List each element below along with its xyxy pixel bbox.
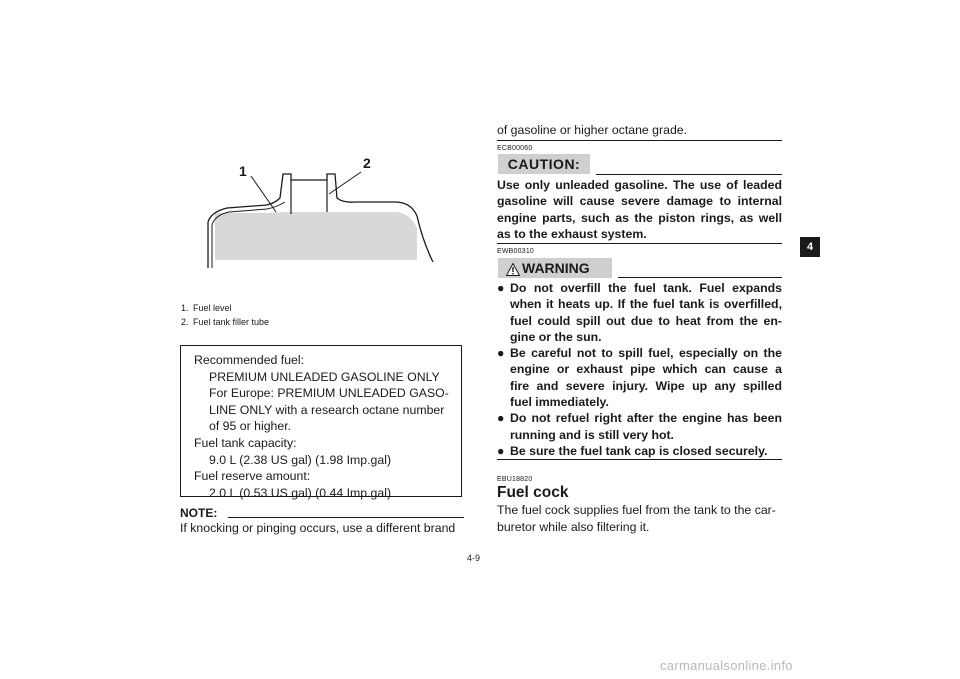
bullet-icon: ● [497, 443, 505, 458]
continued-paragraph: of gasoline or higher octane grade. [497, 123, 688, 137]
warning-list [497, 280, 782, 459]
caution-line: as to the exhaust system. [497, 226, 647, 241]
chapter-tab: 4 [800, 237, 820, 257]
spec-value: PREMIUM UNLEADED GASOLINE ONLY [209, 369, 440, 384]
warning-bottom-rule [497, 459, 782, 460]
warning-line: gine or the sun. [510, 329, 602, 344]
page-number: 4-9 [467, 553, 481, 563]
figure-legend-item [181, 302, 232, 314]
warning-rule [618, 277, 782, 278]
legend-number: 1. [181, 303, 189, 313]
figure-label-1: 1 [239, 163, 247, 179]
caution-line: gasoline will cause severe damage to internal [497, 194, 782, 209]
caution-rule [596, 174, 782, 175]
warning-line: fuel immediately. [510, 395, 609, 410]
warning-list-item [497, 443, 782, 459]
figure-legend-item [181, 316, 269, 328]
warning-label: WARNING [522, 260, 590, 276]
warning-triangle-icon [506, 263, 520, 276]
warning-code: EWB00310 [497, 248, 535, 255]
spec-heading: Fuel tank capacity: [194, 435, 297, 450]
section-body [497, 502, 782, 535]
section-title: Fuel cock [497, 484, 569, 501]
fuel-tank-drawing [205, 150, 445, 270]
note-label: NOTE: [180, 506, 218, 520]
fuel-tank-illustration [205, 150, 445, 270]
bullet-icon: ● [497, 281, 505, 295]
warning-line: Do not refuel right after the engine has been [510, 411, 782, 426]
caution-code: ECB00060 [497, 145, 533, 152]
fuel-specification-box [180, 345, 462, 500]
note-text: If knocking or pinging occurs, use a different brand [180, 521, 456, 535]
warning-line: engine or exhaust pipe which can cause a [510, 362, 782, 377]
spec-heading: Fuel reserve amount: [194, 469, 311, 484]
spec-heading: Recommended fuel: [194, 353, 305, 367]
spec-value: 2.0 L (0.53 US gal) (0.44 Imp.gal) [209, 485, 392, 500]
spec-value: of 95 or higher. [209, 419, 292, 434]
note-rule [228, 517, 464, 518]
legend-text: Fuel tank filler tube [193, 317, 270, 327]
warning-line: Be sure the fuel tank cap is closed securely. [510, 443, 768, 458]
filler-tube [291, 180, 327, 214]
leader-line-1 [251, 176, 276, 212]
warning-list-item [497, 345, 782, 410]
caution-line: Use only unleaded gasoline. The use of leaded [497, 178, 782, 192]
caution-badge: CAUTION: [498, 154, 590, 174]
caution-bottom-rule [497, 243, 782, 244]
caution-text [497, 177, 782, 242]
warning-list-item [497, 410, 782, 443]
warning-badge [498, 258, 612, 278]
warning-line: fuel could spill out due to heat from the en- [510, 313, 782, 328]
spec-value: 9.0 L (2.38 US gal) (1.98 Imp.gal) [209, 452, 392, 467]
fuel-level-area [215, 212, 417, 260]
bullet-icon: ● [497, 411, 505, 426]
spec-value: For Europe: PREMIUM UNLEADED GASO- [209, 386, 449, 401]
warning-line: running and is still very hot. [510, 427, 674, 442]
section-divider [497, 140, 782, 141]
watermark: carmanualsonline.info [660, 658, 793, 673]
section-code: EBU18820 [497, 476, 533, 483]
spec-value: LINE ONLY with a research octane number [209, 402, 445, 417]
section-line: buretor while also filtering it. [497, 519, 650, 534]
warning-list-item [497, 280, 782, 345]
warning-line: when it heats up. If the fuel tank is overfilled, [510, 297, 782, 312]
figure-label-2: 2 [363, 155, 371, 171]
section-line: The fuel cock supplies fuel from the tank to the car- [497, 503, 776, 517]
warning-line: fire and severe injury. Wipe up any spilled [510, 378, 782, 393]
legend-text: Fuel level [193, 303, 232, 313]
caution-line: engine parts, such as the piston rings, as well [497, 210, 782, 225]
leader-line-2 [329, 172, 361, 194]
bullet-icon: ● [497, 346, 505, 361]
warning-line: Be careful not to spill fuel, especially on the [510, 346, 782, 361]
warning-line: Do not overfill the fuel tank. Fuel expands [510, 281, 782, 295]
legend-number: 2. [181, 317, 189, 327]
